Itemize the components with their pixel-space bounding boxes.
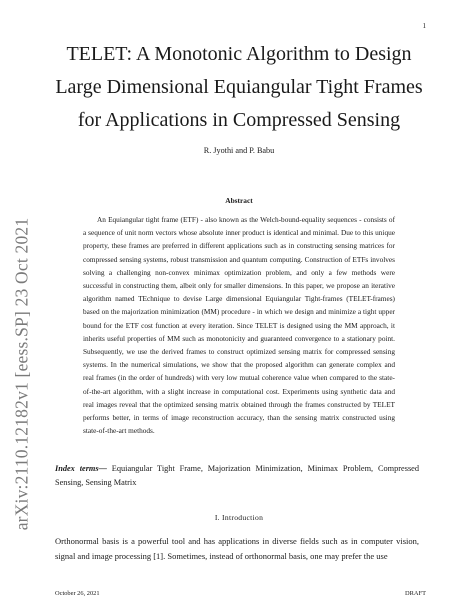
abstract-body [83, 213, 395, 437]
title-line-1: TELET: A Monotonic Algorithm to Design [66, 43, 412, 65]
page-number: 1 [422, 22, 426, 30]
title-line-3: for Applications in Compressed Sensing [77, 109, 401, 131]
paper-title [48, 38, 430, 137]
arxiv-identifier-stamp [8, 162, 36, 586]
index-terms-text: Equiangular Tight Frame, Majorization Minimization, Minimax Problem, Compressed Sensing, Sensing Matrix [55, 464, 420, 487]
introduction-body [55, 534, 419, 563]
author-list: R. Jyothi and P. Babu [203, 146, 275, 155]
introduction-paragraph: Orthonormal basis is a powerful tool and has applications in diverse fields such as in computer vision, signal and image processing [1]. Sometimes, instead of orthonormal basis, one may prefer the use [55, 536, 419, 561]
abstract-paragraph: An Equiangular tight frame (ETF) - also known as the Welch-bound-equality sequences - consists of a sequence of unit norm vectors whose absolute inner product is identical and minimal. Due to this unique property, these frames are preferred in different applications such as in constructing sensing matrices for compressed sensing systems, robust transmission and quantum computing. Construction of ETFs involves solving a challenging non-convex minimax optimization problem, and only a few methods were successful in constructing them, albeit only for smaller dimensions. In this paper, we propose an iterative algorithm named TEchnique to devise Large dimensional Equiangular Tight-frames (TELET-frames) based on the majorization minimization (MM) procedure - in which we design and minimize a tight upper bound for the ETF cost function at every iteration. Since TELET is designed using the MM approach, it inherits useful properties of MM such as monotonicity and guaranteed convergence to a stationary point. Subsequently, we use the derived frames to construct optimized sensing matrix for compressed sensing systems. In the numerical simulations, we show that the proposed algorithm can generate complex and real frames (in the order of hundreds) with very low mutual coherence value when compared to the state-of-the-art algorithm, with a slight increase in computational cost. Experiments using synthetic data and real images reveal that the optimized sensing matrix obtained through the frames constructed by TELET performs better, in terms of image reconstruction accuracy, than the sensing matrix constructed using state-of-the-art methods. [83, 215, 395, 436]
arxiv-identifier-text: arXiv:2110.12182v1 [eess.SP] 23 Oct 2021 [11, 217, 32, 531]
abstract-heading: Abstract [225, 196, 253, 205]
title-line-2: Large Dimensional Equiangular Tight Frames [55, 76, 423, 98]
footer-status: DRAFT [405, 590, 426, 597]
footer-date: October 26, 2021 [55, 590, 100, 597]
index-terms [55, 462, 419, 490]
index-terms-label: Index terms— [55, 464, 107, 473]
section-heading-introduction: I. Introduction [214, 513, 264, 522]
